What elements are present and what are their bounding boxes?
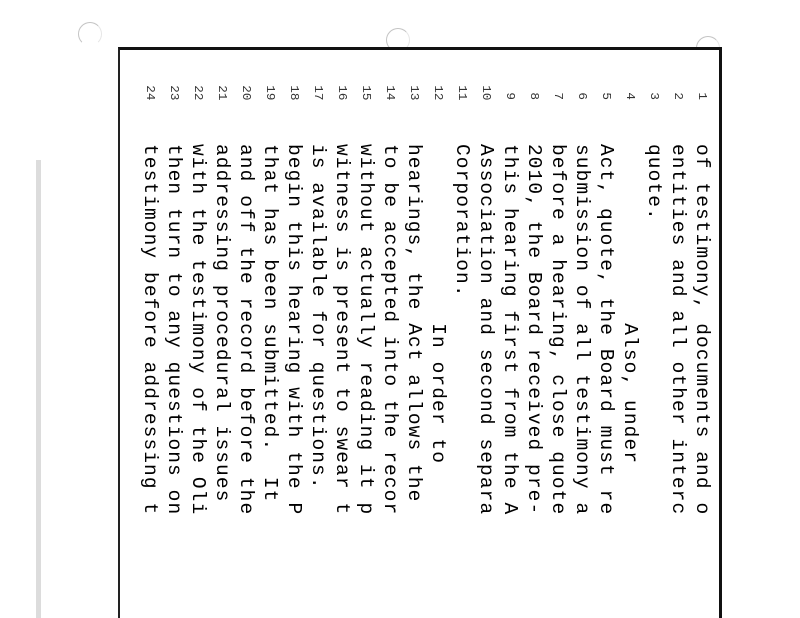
transcript-line — [378, 50, 402, 618]
line-number: 10 — [479, 85, 493, 101]
transcript-line — [474, 50, 498, 618]
line-text: to be accepted into the recor — [379, 144, 401, 516]
line-text: then turn to any questions on — [163, 144, 185, 516]
transcript-line — [282, 50, 306, 618]
line-number: 22 — [191, 85, 205, 101]
line-text: and off the record before the — [235, 144, 257, 516]
line-number: 21 — [215, 85, 229, 101]
line-number: 9 — [503, 92, 517, 100]
line-text: of testimony, documents and o — [691, 144, 713, 516]
line-text: Act, quote, the Board must re — [595, 144, 617, 516]
line-text: hearings, the Act allows the — [403, 144, 425, 503]
line-number: 20 — [239, 85, 253, 101]
line-text: Also, under — [619, 144, 641, 465]
line-number: 2 — [671, 92, 685, 100]
transcript-line — [210, 50, 234, 618]
line-text: that has been submitted. It — [259, 144, 281, 503]
line-number: 8 — [527, 92, 541, 100]
transcript-line — [666, 50, 690, 618]
line-text: testimony before addressing t — [139, 144, 161, 516]
transcript-line — [690, 50, 714, 618]
line-number: 17 — [311, 85, 325, 101]
transcript-line — [426, 50, 450, 618]
line-number: 4 — [623, 92, 637, 100]
punch-hole-left — [78, 22, 102, 46]
line-text: submission of all testimony a — [571, 144, 593, 516]
transcript-line — [162, 50, 186, 618]
line-number: 3 — [647, 92, 661, 100]
line-text: witness is present to swear t — [331, 144, 353, 516]
line-number: 19 — [263, 85, 277, 101]
transcript-line — [402, 50, 426, 618]
transcript-line — [522, 50, 546, 618]
line-text: Corporation. — [451, 144, 473, 298]
line-text: In order to — [427, 144, 449, 465]
line-text: with the testimony of the Oli — [187, 144, 209, 516]
line-number: 23 — [167, 85, 181, 101]
line-text: Association and second separa — [475, 144, 497, 516]
line-text: entities and all other interc — [667, 144, 689, 516]
transcript-line — [138, 50, 162, 618]
line-number: 24 — [143, 85, 157, 101]
transcript-line — [354, 50, 378, 618]
line-number: 1 — [695, 92, 709, 100]
line-number: 12 — [431, 85, 445, 101]
transcript-line — [330, 50, 354, 618]
line-number: 15 — [359, 85, 373, 101]
transcript-line — [258, 50, 282, 618]
line-number: 6 — [575, 92, 589, 100]
line-number: 7 — [551, 92, 565, 100]
line-text: before a hearing, close quote — [547, 144, 569, 516]
transcript-line — [498, 50, 522, 618]
transcript-line — [570, 50, 594, 618]
line-number: 18 — [287, 85, 301, 101]
line-number: 16 — [335, 85, 349, 101]
transcript-line — [594, 50, 618, 618]
line-text: begin this hearing with the P — [283, 144, 305, 516]
line-number: 5 — [599, 92, 613, 100]
transcript-line — [618, 50, 642, 618]
transcript-line — [234, 50, 258, 618]
line-text: is available for questions. — [307, 144, 329, 490]
transcript-line — [450, 50, 474, 618]
line-text: this hearing first from the A — [499, 144, 521, 516]
line-text: addressing procedural issues — [211, 144, 233, 503]
line-number: 11 — [455, 85, 469, 101]
line-text: without actually reading it p — [355, 144, 377, 516]
transcript-page — [118, 47, 722, 618]
transcript-line — [186, 50, 210, 618]
line-text: 2010, the Board received pre- — [523, 144, 545, 516]
transcript-line — [546, 50, 570, 618]
scan-edge-shadow — [36, 160, 41, 618]
line-number: 14 — [383, 85, 397, 101]
line-number: 13 — [407, 85, 421, 101]
transcript-line — [642, 50, 666, 618]
transcript-line — [306, 50, 330, 618]
line-text: quote. — [643, 144, 665, 221]
transcript-body — [120, 50, 722, 618]
